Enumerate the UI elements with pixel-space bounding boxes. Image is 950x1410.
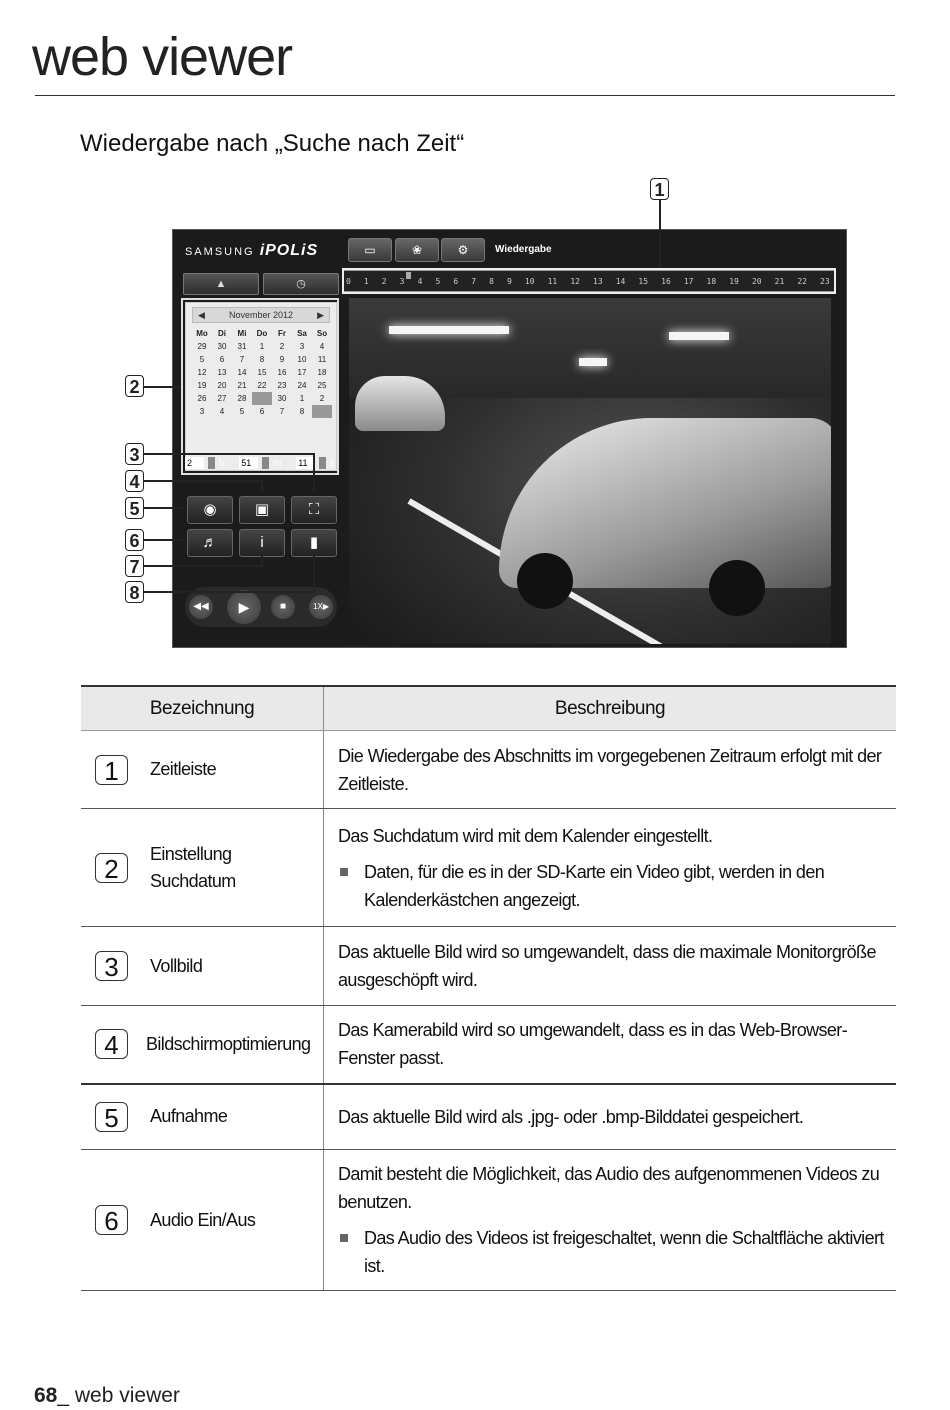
timeline-hour-label: 19 — [729, 277, 739, 286]
calendar-day[interactable]: 3 — [299, 342, 305, 351]
calendar-day[interactable]: 30 — [217, 342, 227, 351]
timeline-hour-label: 11 — [547, 277, 558, 286]
table-row — [81, 731, 896, 809]
calendar-day[interactable]: 20 — [217, 381, 227, 390]
calendar-day[interactable]: 13 — [217, 368, 227, 377]
row-desc: Das aktuelle Bild wird so umgewandelt, dass die maximale Monitorgröße ausgeschöpft wird. — [324, 927, 897, 1006]
info-icon[interactable]: i — [239, 529, 285, 557]
col-desc-header: Beschreibung — [324, 686, 897, 731]
row-note: Daten, für die es in der SD-Karte ein Video gibt, werden in den Kalenderkästchen angezeigt. — [364, 861, 825, 910]
description-table — [81, 685, 896, 1291]
calendar-day[interactable]: 2 — [319, 394, 325, 403]
row-name: Aufnahme — [150, 1106, 228, 1127]
callout-4: 4 — [125, 470, 144, 492]
event-search-button[interactable]: ▲ — [183, 273, 259, 295]
leader-line-8 — [144, 591, 314, 593]
leader-line-2 — [144, 386, 182, 388]
calendar-day[interactable]: 28 — [237, 394, 247, 403]
calendar-weekday: Do — [256, 329, 268, 338]
calendar-weekday: Fr — [278, 329, 286, 338]
chapter-rule — [35, 95, 895, 96]
calendar-day[interactable]: 3 — [199, 407, 205, 416]
hour-unit: h — [218, 457, 225, 469]
table-row — [81, 1084, 896, 1150]
row-number: 4 — [95, 1029, 128, 1059]
page-footer — [34, 1384, 180, 1408]
calendar-day[interactable]: 7 — [239, 355, 245, 364]
row-number: 5 — [95, 1102, 128, 1132]
leader-line-7 — [261, 553, 263, 567]
second-unit: s — [330, 457, 336, 469]
calendar-day[interactable]: 12 — [197, 368, 207, 377]
prev-month-icon[interactable]: ◀ — [198, 309, 205, 320]
timeline-hour-label: 21 — [774, 277, 785, 286]
calendar-day[interactable]: 1 — [299, 394, 305, 403]
calendar-day[interactable]: 21 — [237, 381, 247, 390]
chapter-title: web viewer — [32, 27, 293, 87]
timeline-hour-label: 16 — [661, 277, 671, 286]
video-wheel — [709, 560, 765, 616]
calendar-day[interactable]: 4 — [219, 407, 225, 416]
fit-screen-icon[interactable]: ▣ — [239, 496, 285, 524]
timeline-hour-label: 10 — [524, 277, 535, 286]
timeline-hour-label: 0 — [346, 277, 351, 286]
calendar-day[interactable]: 2 — [279, 342, 285, 351]
stop-icon[interactable]: ■ — [271, 595, 295, 619]
row-desc: Das aktuelle Bild wird als .jpg- oder .bmp-Bilddatei gespeichert. — [324, 1084, 897, 1150]
table-row — [81, 809, 896, 927]
calendar-day[interactable]: 23 — [277, 381, 287, 390]
minute-unit: m — [273, 457, 282, 469]
playback-reel-icon[interactable]: ❀ — [395, 238, 439, 262]
play-icon[interactable]: ▶ — [227, 590, 261, 624]
table-row — [81, 1006, 896, 1084]
callout-8: 8 — [125, 581, 144, 603]
calendar-weekday: Mi — [237, 329, 247, 338]
calendar-day[interactable]: 27 — [217, 394, 227, 403]
leader-line-5 — [144, 507, 186, 509]
calendar-day[interactable]: 9 — [279, 355, 285, 364]
table-row — [81, 927, 896, 1006]
row-number: 1 — [95, 755, 128, 785]
calendar-month: November 2012 — [228, 310, 294, 320]
second-field[interactable]: 11 — [296, 457, 315, 469]
calendar-day[interactable]: 5 — [199, 355, 205, 364]
calendar-weekday: Sa — [297, 329, 307, 338]
rewind-icon[interactable]: ◀◀ — [189, 595, 213, 619]
calendar-day[interactable]: 5 — [239, 407, 245, 416]
timeline-hour-label: 22 — [797, 277, 807, 286]
mode-label: Wiedergabe — [495, 244, 552, 255]
calendar-weekday: Mo — [196, 329, 208, 338]
timeline-hour-label: 9 — [507, 277, 512, 286]
bullet-square — [340, 1234, 348, 1242]
row-name: Suchdatum — [150, 870, 236, 891]
audio-speaker-icon[interactable]: ♬ — [187, 529, 233, 557]
calendar-day[interactable]: 22 — [257, 381, 267, 390]
row-name: Bildschirmoptimierung — [146, 1033, 311, 1054]
row-desc: Damit besteht die Möglichkeit, das Audio des aufgenommenen Videos zu benutzen. — [338, 1164, 880, 1212]
calendar-day[interactable]: 30 — [277, 394, 287, 403]
timeline-hour-label: 7 — [471, 277, 477, 286]
callout-2: 2 — [125, 375, 144, 397]
calendar-highlight — [181, 298, 339, 475]
calendar-day[interactable]: 17 — [297, 368, 307, 377]
video-feed — [349, 298, 831, 644]
timeline-hour-label: 18 — [706, 277, 717, 286]
page-number: 68 — [34, 1384, 58, 1407]
video-light — [389, 326, 509, 334]
leader-line-8 — [313, 553, 315, 593]
row-name: Zeitleiste — [150, 759, 217, 779]
speed-button[interactable]: 1X▶ — [309, 595, 333, 619]
calendar-day[interactable]: 29 — [197, 342, 207, 351]
row-desc: Das Suchdatum wird mit dem Kalender eingestellt. — [338, 825, 713, 846]
leader-line-4 — [261, 480, 263, 493]
timeline-hour-label: 1 — [363, 277, 369, 286]
timeline-hour-label: 2 — [381, 277, 387, 286]
calendar-day[interactable]: 4 — [319, 342, 325, 351]
callout-7: 7 — [125, 555, 144, 577]
row-number: 2 — [95, 853, 128, 883]
calendar-day[interactable]: 18 — [317, 368, 327, 377]
timeline-hour-label: 6 — [453, 277, 459, 286]
calendar-day[interactable]: 6 — [219, 355, 225, 364]
calendar-day[interactable]: 15 — [257, 368, 267, 377]
bullet-square — [340, 868, 348, 876]
footer-sep: _ — [57, 1384, 70, 1407]
minute-field[interactable]: 51 — [239, 457, 258, 469]
calendar-day[interactable]: 31 — [237, 342, 247, 351]
video-wheel — [517, 553, 573, 609]
timeline-hour-label: 4 — [417, 277, 423, 286]
section-title: Wiedergabe nach „Suche nach Zeit“ — [80, 130, 465, 157]
row-number: 3 — [95, 951, 128, 981]
time-search-button[interactable]: ◷ — [263, 273, 339, 295]
timeline-hour-label: 3 — [399, 277, 405, 286]
row-name: Vollbild — [150, 955, 203, 976]
calendar-weekday: So — [316, 329, 328, 338]
calendar-day[interactable]: 26 — [197, 394, 207, 403]
leader-line-1 — [659, 200, 661, 268]
row-name: Einstellung — [150, 843, 232, 864]
hour-field[interactable]: 2 — [185, 457, 204, 469]
callout-6: 6 — [125, 529, 144, 551]
calendar-day[interactable]: 8 — [259, 355, 265, 364]
live-monitor-icon[interactable]: ▭ — [348, 238, 392, 262]
callout-1: 1 — [650, 178, 669, 200]
row-name: Audio Ein/Aus — [150, 1209, 256, 1230]
calendar-day[interactable]: 7 — [279, 407, 285, 416]
callout-3: 3 — [125, 443, 144, 465]
row-desc: Das Kamerabild wird so umgewandelt, dass es in das Web-Browser-Fenster passt. — [324, 1006, 897, 1084]
calendar-day[interactable]: 1 — [259, 342, 265, 351]
timeline-hour-label: 12 — [570, 277, 580, 286]
brand-logo: SAMSUNG iPOLiS — [185, 242, 319, 259]
leader-line-3 — [313, 453, 315, 493]
calendar-day[interactable]: 25 — [317, 381, 327, 390]
calendar-day[interactable]: 8 — [299, 407, 305, 416]
timeline-hour-label: 23 — [820, 277, 830, 286]
leader-line-4 — [144, 480, 262, 482]
calendar-day[interactable]: 6 — [259, 407, 265, 416]
timeline-hour-label: 13 — [593, 277, 603, 286]
calendar-day[interactable]: 14 — [237, 368, 247, 377]
calendar-day[interactable]: 19 — [197, 381, 207, 390]
playback-bar — [185, 587, 337, 627]
leader-line-3 — [144, 453, 314, 455]
timeline-hour-label: 8 — [489, 277, 494, 286]
settings-gear-icon[interactable]: ⚙ — [441, 238, 485, 262]
calendar-day[interactable]: 10 — [297, 355, 307, 364]
timeline-hour-label: 15 — [638, 277, 649, 286]
timeline-hour-label: 20 — [751, 277, 762, 286]
table-row — [81, 1150, 896, 1291]
timeline-hour-label: 5 — [435, 277, 441, 286]
fullscreen-icon[interactable]: ⛶ — [291, 496, 337, 524]
video-light — [669, 332, 729, 340]
timeline-hour-label: 14 — [615, 277, 626, 286]
footer-label: web viewer — [69, 1384, 180, 1407]
calendar-weekday: Di — [218, 329, 226, 338]
calendar-day[interactable]: 11 — [317, 355, 327, 364]
leader-line-6 — [144, 539, 186, 541]
col-name-header: Bezeichnung — [81, 686, 324, 731]
calendar-day[interactable]: 24 — [297, 381, 307, 390]
callout-5: 5 — [125, 497, 144, 519]
capture-camera-icon[interactable]: ◉ — [187, 496, 233, 524]
video-light — [579, 358, 607, 366]
timeline-hour-label: 17 — [683, 277, 694, 286]
row-desc: Die Wiedergabe des Abschnitts im vorgegebenen Zeitraum erfolgt mit der Zeitleiste. — [324, 731, 897, 809]
timeline-highlight — [342, 268, 836, 294]
copy-icon[interactable]: ▮ — [291, 529, 337, 557]
row-number: 6 — [95, 1205, 128, 1235]
row-note: Das Audio des Videos ist freigeschaltet, wenn die Schaltfläche aktiviert ist. — [364, 1228, 884, 1276]
next-month-icon[interactable]: ▶ — [317, 309, 324, 320]
calendar-day[interactable]: 16 — [277, 368, 287, 377]
leader-line-7 — [144, 565, 262, 567]
